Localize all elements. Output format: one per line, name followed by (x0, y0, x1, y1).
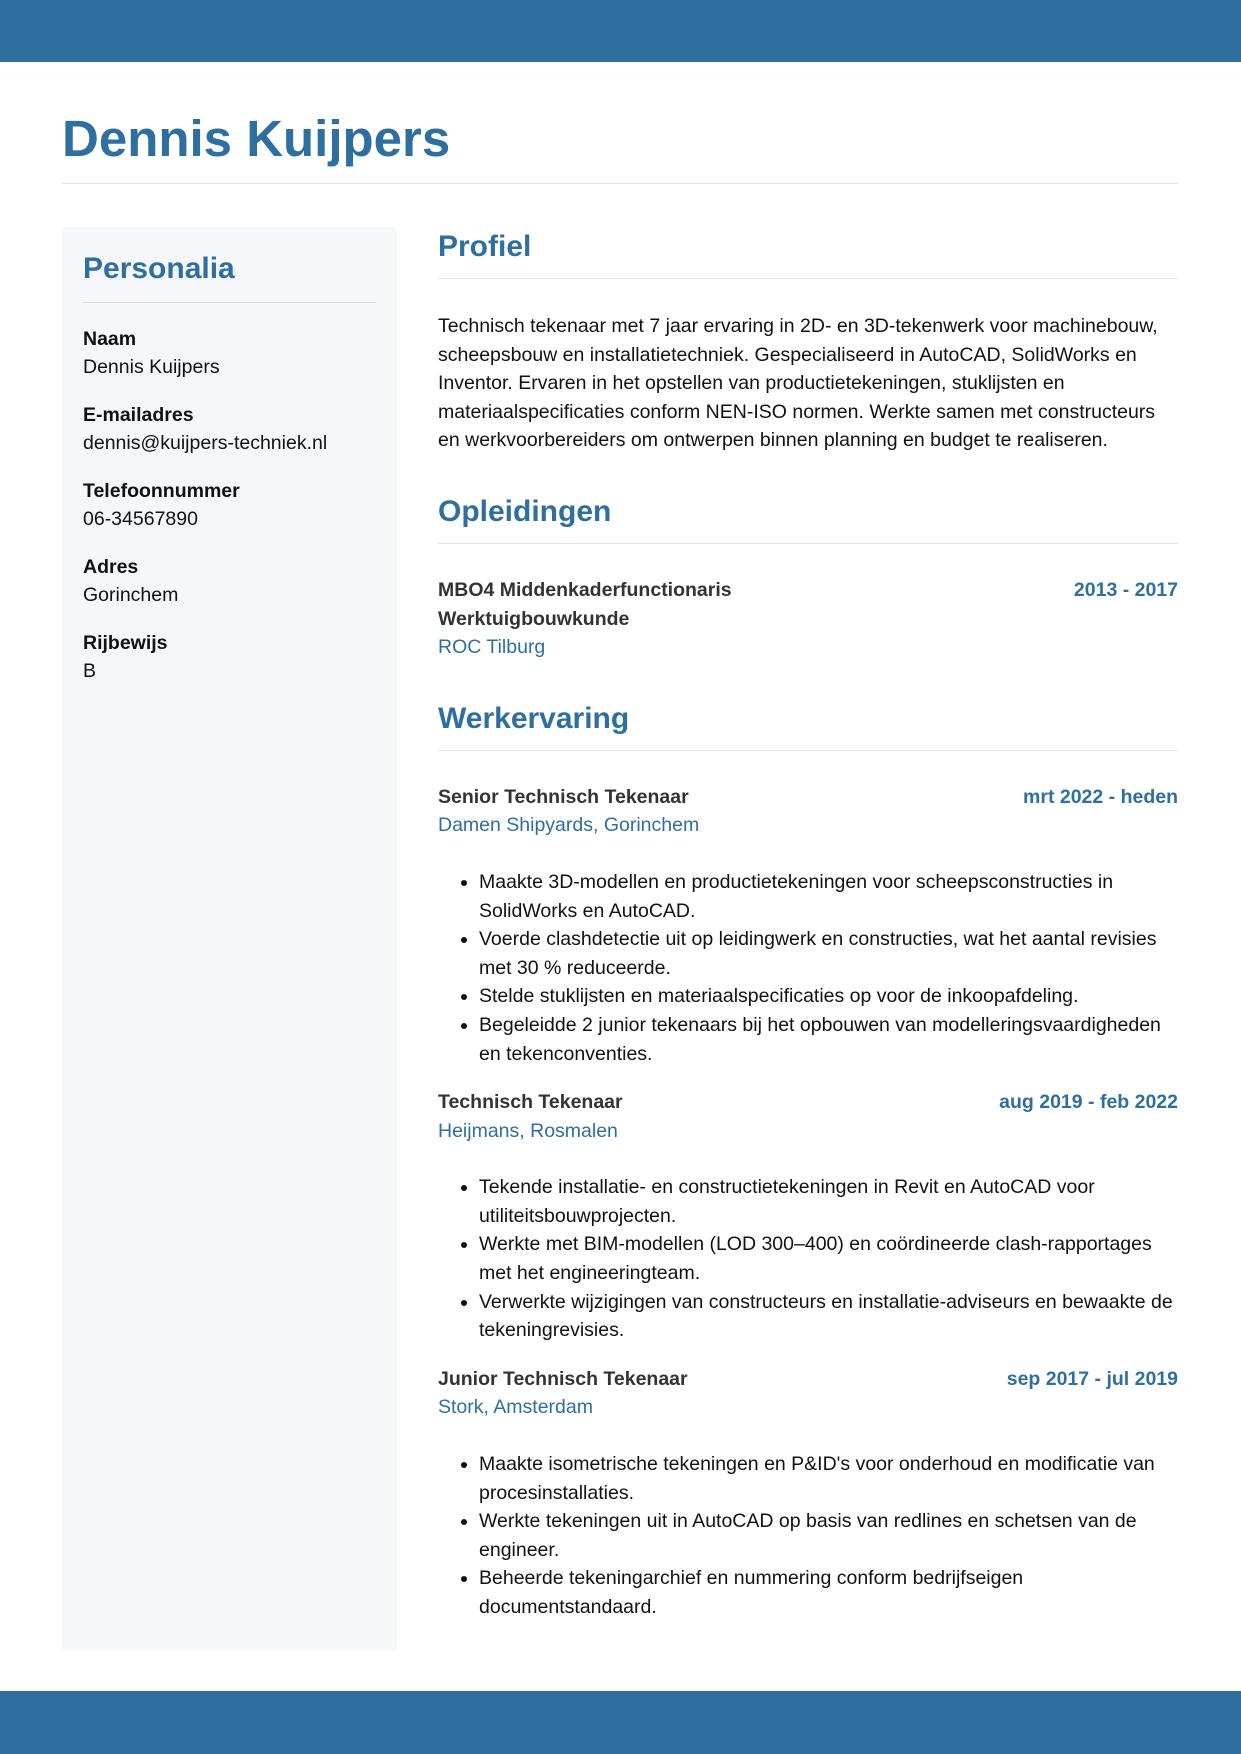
section-divider (438, 278, 1178, 279)
list-item: • Begeleidde 2 junior tekenaars bij het opbouwen van modelleringsvaardigheden en tekenconventies. (479, 1011, 1178, 1068)
job-bullets (438, 868, 1178, 1068)
personal-info-label: Rijbewijs (83, 632, 168, 654)
job-title: Technisch Tekenaar (438, 1091, 623, 1114)
main-content (438, 227, 1178, 1622)
personal-info-label: E-mailadres (83, 404, 194, 426)
section-divider (438, 543, 1178, 544)
experience-heading: Werkervaring (438, 701, 630, 735)
personal-info-value: dennis@kuijpers-techniek.nl (83, 432, 328, 454)
entry-header (438, 1088, 1178, 1117)
top-banner (0, 0, 1241, 62)
title-divider (62, 183, 1178, 184)
profile-text: Technisch tekenaar met 7 jaar ervaring in 2D- en 3D-tekenwerk voor machinebouw, scheepsbouw en installatietechniek. Gespecialiseerd in AutoCAD, SolidWorks en Inventor. Ervaren in het opstellen van productietekeningen, stuklijsten en materiaalspecificaties conform NEN-ISO normen. Werkte samen met constructeurs en werkvoorbereiders om ontwerpen binnen planning en budget te realiseren. (438, 315, 1158, 452)
list-item: • Verwerkte wijzigingen van constructeurs en installatie-adviseurs en bewaakte de tekeningrevisies. (479, 1288, 1178, 1345)
job-bullets (438, 1450, 1178, 1622)
job-dates: mrt 2022 - heden (1023, 785, 1178, 808)
personal-info-name (83, 325, 376, 381)
personal-info-address (83, 553, 376, 609)
entry-header (438, 576, 1178, 633)
personal-info-value: B (83, 660, 97, 682)
personal-info-label: Telefoonnummer (83, 480, 240, 502)
degree-title (438, 576, 732, 633)
experience-section (438, 699, 1178, 1622)
list-item: • Maakte isometrische tekeningen en P&ID's voor onderhoud en modificatie van procesinstallaties. (479, 1450, 1178, 1507)
job-entry (438, 1365, 1178, 1622)
job-company: Damen Shipyards, Gorinchem (438, 814, 700, 837)
list-item: • Tekende installatie- en constructietekeningen in Revit en AutoCAD voor utiliteitsbouwprojecten. (479, 1173, 1178, 1230)
job-entry (438, 1088, 1178, 1345)
job-company: Heijmans, Rosmalen (438, 1119, 618, 1142)
education-dates: 2013 - 2017 (1073, 578, 1178, 601)
section-divider (438, 750, 1178, 751)
personal-info-value: Dennis Kuijpers (83, 356, 220, 378)
list-item: • Stelde stuklijsten en materiaalspecificaties op voor de inkoopafdeling. (479, 982, 1178, 1011)
personalia-sidebar (62, 227, 397, 1650)
list-item: • Werkte met BIM-modellen (LOD 300–400) en coördineerde clash-rapportages met het engineeringteam. (479, 1230, 1178, 1287)
personal-info-license (83, 629, 376, 685)
profile-section (438, 227, 1178, 455)
personalia-heading: Personalia (83, 252, 235, 285)
school-name: ROC Tilburg (438, 636, 546, 659)
page-title: Dennis Kuijpers (62, 110, 451, 167)
degree-line: Werktuigbouwkunde (438, 607, 630, 630)
job-title: Senior Technisch Tekenaar (438, 785, 689, 808)
job-company: Stork, Amsterdam (438, 1396, 593, 1419)
job-dates: sep 2017 - jul 2019 (1006, 1367, 1178, 1390)
personal-info-label: Adres (83, 556, 139, 578)
job-entry (438, 783, 1178, 1068)
entry-header (438, 1365, 1178, 1394)
education-section (438, 492, 1178, 662)
personal-info-phone (83, 477, 376, 533)
list-item: • Voerde clashdetectie uit op leidingwerk en constructies, wat het aantal revisies met 30 % reduceerde. (479, 925, 1178, 982)
entry-header (438, 783, 1178, 812)
bottom-banner (0, 1691, 1241, 1754)
job-bullets (438, 1173, 1178, 1345)
personal-info-value: Gorinchem (83, 584, 179, 606)
job-dates: aug 2019 - feb 2022 (999, 1091, 1178, 1114)
personal-info-email (83, 401, 376, 457)
job-title: Junior Technisch Tekenaar (438, 1367, 688, 1390)
degree-line: MBO4 Middenkaderfunctionaris (438, 578, 732, 601)
education-entry (438, 576, 1178, 662)
list-item: • Werkte tekeningen uit in AutoCAD op basis van redlines en schetsen van de engineer. (479, 1507, 1178, 1564)
list-item: • Beheerde tekeningarchief en nummering conform bedrijfseigen documentstandaard. (479, 1564, 1178, 1621)
profile-heading: Profiel (438, 230, 532, 263)
personal-info-label: Naam (83, 328, 137, 350)
personalia-divider (83, 302, 376, 303)
list-item: • Maakte 3D-modellen en productietekeningen voor scheepsconstructies in SolidWorks en AutoCAD. (479, 868, 1178, 925)
personal-info-value: 06-34567890 (83, 508, 198, 530)
education-heading: Opleidingen (438, 494, 612, 528)
